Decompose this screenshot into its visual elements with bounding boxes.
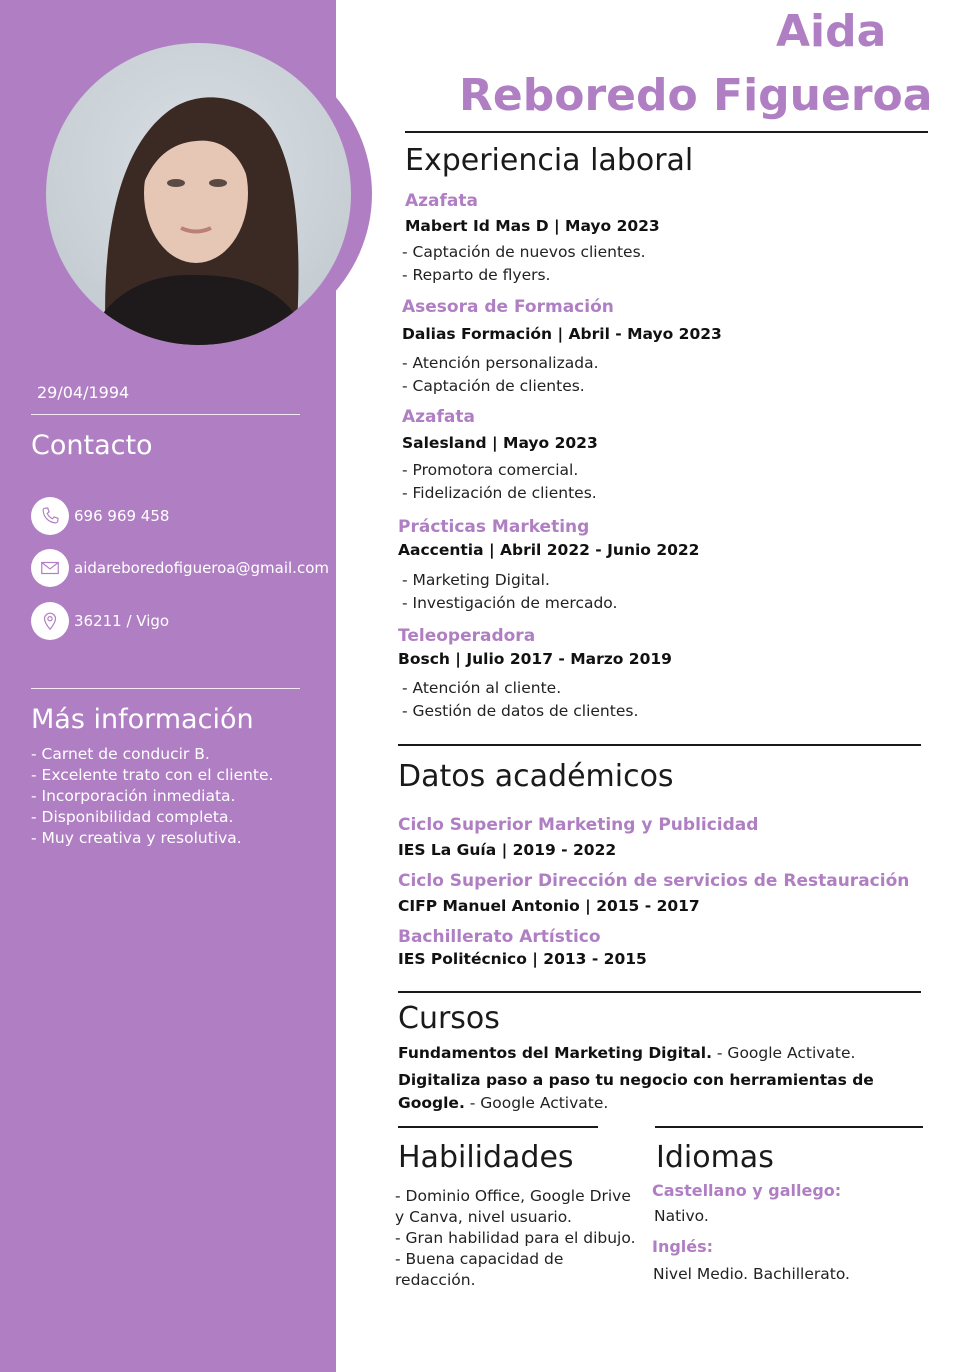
skill-line: - Buena capacidad de — [395, 1250, 564, 1268]
job-task: - Marketing Digital. — [402, 571, 550, 589]
job-tasks — [402, 677, 638, 722]
languages-divider — [655, 1126, 923, 1128]
skill-line: - Gran habilidad para el dibujo. — [395, 1229, 636, 1247]
job-task: - Reparto de flyers. — [402, 265, 551, 284]
email-address: aidareboredofigueroa@gmail.com — [74, 559, 329, 577]
last-name: Reboredo Figueroa — [459, 70, 933, 121]
job-role: Asesora de Formación — [402, 297, 614, 317]
language-level: Nativo. — [654, 1207, 709, 1225]
section-divider — [398, 744, 921, 746]
degree-name: Ciclo Superior Marketing y Publicidad — [398, 815, 759, 835]
phone-icon — [31, 497, 69, 535]
courses-title: Cursos — [398, 1001, 500, 1036]
job-role: Prácticas Marketing — [398, 517, 590, 537]
language-name: Inglés: — [652, 1237, 714, 1256]
education-title: Datos académicos — [398, 759, 674, 794]
job-company: Aaccentia | Abril 2022 - Junio 2022 — [398, 541, 700, 559]
language-level: Nivel Medio. Bachillerato. — [653, 1265, 850, 1283]
job-role: Teleoperadora — [398, 626, 536, 646]
course-provider: - Google Activate. — [711, 1044, 856, 1062]
profile-photo — [46, 43, 351, 345]
skills-title: Habilidades — [398, 1140, 574, 1175]
job-tasks — [402, 569, 617, 614]
job-company: Bosch | Julio 2017 - Marzo 2019 — [398, 650, 672, 668]
profile-photo-frame — [38, 38, 372, 350]
degree-name: Ciclo Superior Dirección de servicios de Restauración — [398, 871, 910, 891]
contact-email[interactable] — [31, 549, 329, 587]
sidebar-divider — [31, 414, 300, 415]
job-company: Mabert Id Mas D | Mayo 2023 — [405, 217, 660, 235]
degree-name: Bachillerato Artístico — [398, 927, 601, 947]
location-pin-icon — [31, 602, 69, 640]
job-role: Azafata — [405, 191, 478, 211]
sidebar-divider — [31, 688, 300, 689]
school-name: CIFP Manuel Antonio | 2015 - 2017 — [398, 897, 700, 915]
more-info-item: - Disponibilidad completa. — [31, 808, 234, 826]
language-name: Castellano y gallego: — [652, 1181, 842, 1200]
job-tasks — [402, 459, 597, 504]
course-item — [398, 1069, 918, 1114]
job-task: - Investigación de mercado. — [402, 593, 618, 612]
contact-location — [31, 602, 169, 640]
birthdate: 29/04/1994 — [37, 383, 130, 402]
experience-title: Experiencia laboral — [405, 143, 694, 178]
course-name: Digitaliza paso a paso tu negocio con herramientas de Google. — [398, 1071, 874, 1112]
course-provider: - Google Activate. — [464, 1093, 609, 1112]
more-info-item: - Muy creativa y resolutiva. — [31, 829, 242, 847]
school-name: IES Politécnico | 2013 - 2015 — [398, 950, 647, 968]
job-tasks — [402, 352, 599, 397]
job-task: - Fidelización de clientes. — [402, 483, 597, 502]
more-info-item: - Carnet de conducir B. — [31, 745, 210, 763]
school-name: IES La Guía | 2019 - 2022 — [398, 841, 617, 859]
phone-number: 696 969 458 — [74, 507, 170, 525]
more-info-list — [31, 744, 273, 849]
more-info-item: - Excelente trato con el cliente. — [31, 766, 274, 784]
skill-line: redacción. — [395, 1271, 476, 1289]
skill-line: - Dominio Office, Google Drive — [395, 1187, 631, 1205]
more-info-item: - Incorporación inmediata. — [31, 787, 236, 805]
skills-divider — [398, 1126, 598, 1128]
contact-title: Contacto — [31, 430, 153, 461]
location-text: 36211 / Vigo — [74, 612, 170, 630]
section-divider — [398, 991, 921, 993]
skill-line: y Canva, nivel usuario. — [395, 1208, 572, 1226]
job-task: - Gestión de datos de clientes. — [402, 701, 639, 720]
mail-icon — [31, 549, 69, 587]
job-tasks — [402, 241, 646, 286]
job-task: - Promotora comercial. — [402, 461, 579, 479]
job-company: Dalias Formación | Abril - Mayo 2023 — [402, 325, 722, 343]
job-task: - Atención al cliente. — [402, 679, 562, 697]
languages-title: Idiomas — [656, 1140, 774, 1175]
job-task: - Atención personalizada. — [402, 354, 599, 372]
job-role: Azafata — [402, 407, 475, 427]
job-task: - Captación de nuevos clientes. — [402, 243, 646, 261]
first-name: Aida — [776, 6, 887, 57]
header-divider — [405, 131, 928, 133]
job-task: - Captación de clientes. — [402, 376, 585, 395]
course-item — [398, 1042, 918, 1065]
more-info-title: Más información — [31, 704, 254, 735]
job-company: Salesland | Mayo 2023 — [402, 434, 598, 452]
skills-list — [395, 1186, 636, 1291]
contact-phone[interactable] — [31, 497, 169, 535]
course-name: Fundamentos del Marketing Digital. — [398, 1044, 712, 1062]
